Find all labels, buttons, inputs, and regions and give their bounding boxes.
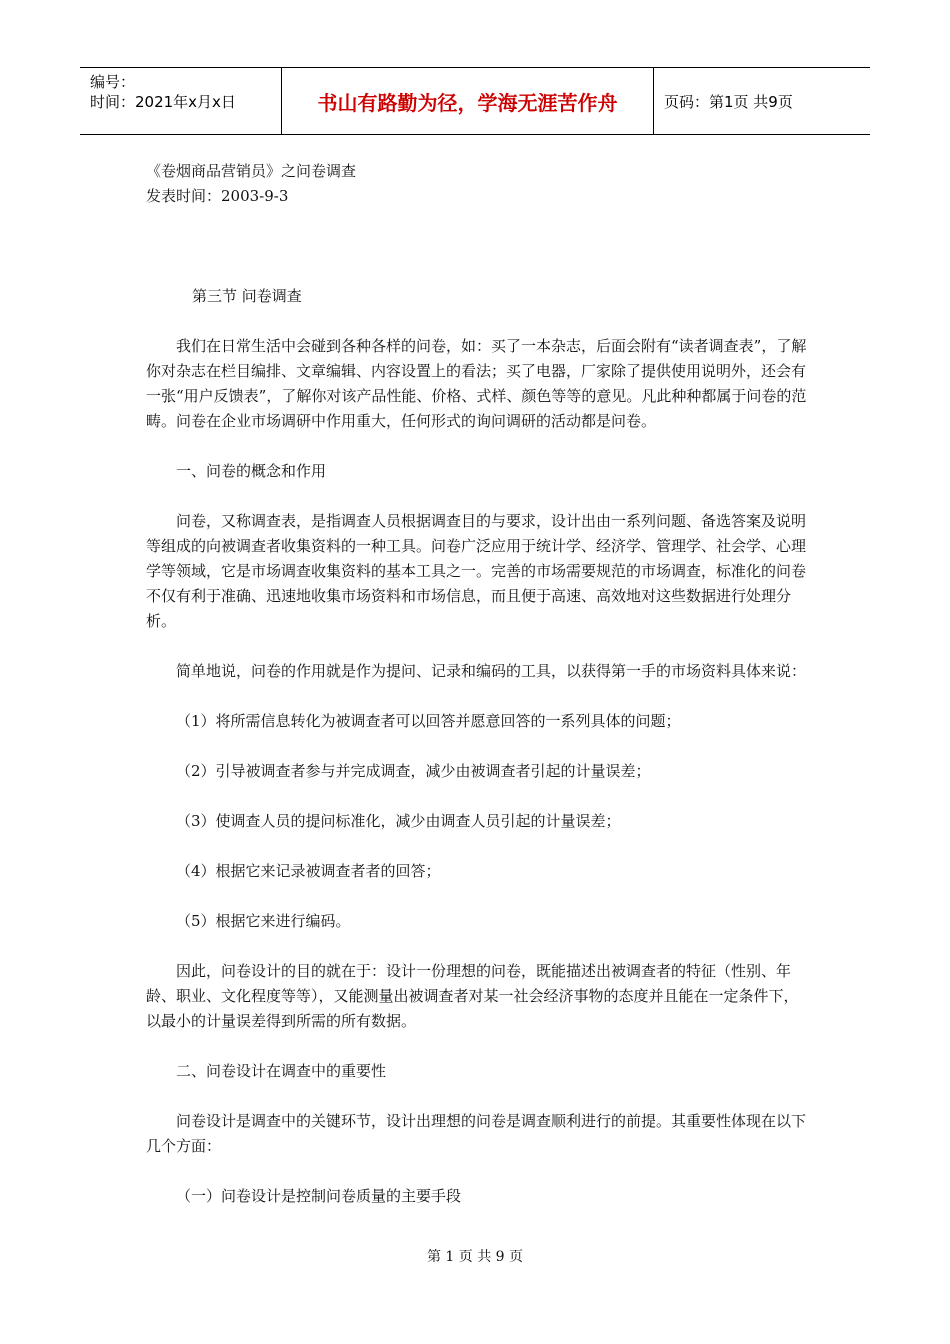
doc-published: 发表时间：2003-9-3 — [146, 187, 289, 205]
page-footer: 第 1 页 共 9 页 — [426, 1249, 524, 1265]
purpose-paragraph: 因此，问卷设计的目的就在于：设计一份理想的问卷，既能描述出被调查者的特征（性别、年龄、职业、文化程度等等），又能测量出被调查者对某一社会经济事物的态度并且能在一定条件下，以最小的计量误差得到所需的所有数据。 — [146, 962, 799, 1030]
list-item: （1）将所需信息转化为被调查者可以回答并愿意回答的一系列具体的问题； — [176, 712, 681, 730]
header-meta — [80, 68, 282, 134]
date-label: 时间：2021年x月x日 — [90, 93, 236, 111]
list-item: （5）根据它来进行编码。 — [176, 912, 351, 930]
document-body — [146, 159, 810, 1209]
list-item: （3）使调查人员的提问标准化，减少由调查人员引起的计量误差； — [176, 812, 621, 830]
list-item: （4）根据它来记录被调查者者的回答； — [176, 862, 441, 880]
heading-concept: 一、问卷的概念和作用 — [176, 462, 327, 480]
subheading-quality: （一）问卷设计是控制问卷质量的主要手段 — [176, 1187, 462, 1205]
concept-paragraph: 问卷，又称调查表，是指调查人员根据调查目的与要求，设计出由一系列问题、备选答案及说明等组成的向被调查者收集资料的一种工具。问卷广泛应用于统计学、经济学、管理学、社会学、心理学等领域，它是市场调查收集资料的基本工具之一。完善的市场需要规范的市场调查，标准化的问卷不仅有利于准确、迅速地收集市场资料和市场信息，而且便于高速、高效地对这些数据进行处理分析。 — [146, 512, 807, 630]
header-motto: 书山有路勤为径，学海无涯苦作舟 — [282, 68, 654, 134]
doc-title: 《卷烟商品营销员》之问卷调查 — [146, 162, 357, 180]
importance-paragraph: 问卷设计是调查中的关键环节，设计出理想的问卷是调查顺利进行的前提。其重要性体现在以下几个方面： — [146, 1112, 807, 1155]
list-item: （2）引导被调查者参与并完成调查，减少由被调查者引起的计量误差； — [176, 762, 651, 780]
header-page-info: 页码：第1页 共9页 — [664, 92, 793, 111]
document-header — [80, 67, 870, 135]
heading-importance: 二、问卷设计在调查中的重要性 — [176, 1062, 387, 1080]
number-label: 编号： — [90, 73, 136, 91]
intro-paragraph: 我们在日常生活中会碰到各种各样的问卷，如：买了一本杂志，后面会附有“读者调查表”，了解你对杂志在栏目编排、文章编辑、内容设置上的看法；买了电器，厂家除了提供使用说明外，还会有一张“用户反馈表”，了解你对该产品性能、价格、式样、颜色等等的意见。凡此种种都属于问卷的范畴。问卷在企业市场调研中作用重大，任何形式的询问调研的活动都是问卷。 — [146, 337, 807, 430]
section-heading: 第三节 问卷调查 — [192, 287, 302, 305]
function-paragraph: 简单地说，问卷的作用就是作为提问、记录和编码的工具，以获得第一手的市场资料具体来说： — [176, 662, 807, 680]
